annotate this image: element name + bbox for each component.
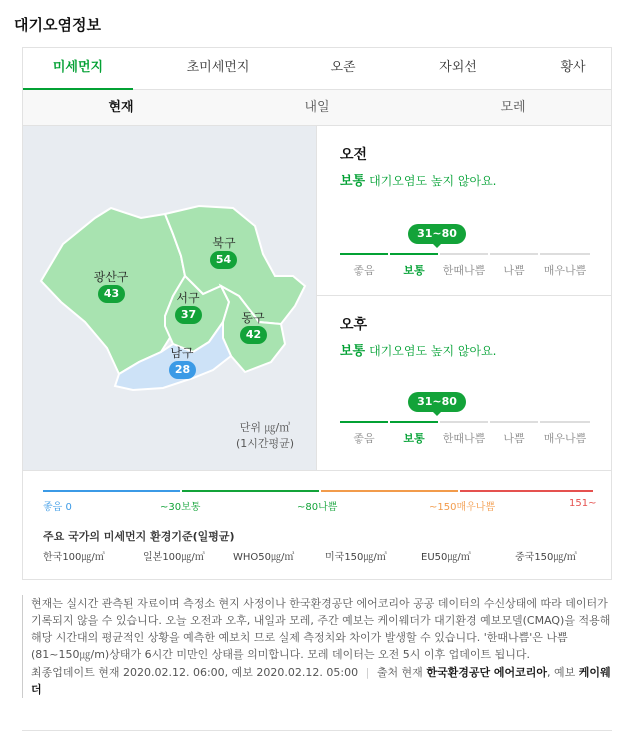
scale-label: 한때나쁨 [442, 264, 486, 277]
source-mid: , 예보 [547, 666, 576, 679]
notes-text: 현재는 실시간 관측된 자료이며 측정소 현지 사정이나 한국환경공단 에어코리아 공공 데이터의 수신상태에 따라 데이터가 기록되지 않을 수 있습니다. 오늘 오전과 오후, 내일과 모레, 주간 예보는 케이웨더가 대기환경 예보모델(CMAQ)을 적용해 해당 시간대의 평균적인 상황을 예측한 예보치 므로 실제 측정치와 차이가 발생할 수 있습니다. '한때나쁨'은 나쁨(81~150㎍/m)상태가 6시간 미만인 상태를 의미합니다. 모레 데이터는 오전 5시 이후 업데이트 됩니다. [31, 597, 611, 661]
standard-item: 일본100㎍/㎥ [143, 552, 205, 563]
scale-label: 나쁨 [503, 264, 525, 277]
scale-segment [390, 253, 438, 255]
tab-day-after[interactable]: 모레 [500, 100, 526, 115]
scale-segment [390, 421, 438, 423]
region-label: 광산구 [93, 270, 129, 284]
update-time: 최종업데이트 현재 2020.02.12. 06:00, 예보 2020.02.12. 05:00 [31, 666, 359, 679]
region-label: 남구 [170, 346, 194, 360]
legend-bar-bad [321, 490, 458, 492]
forecast-pm-grade [340, 340, 497, 359]
scale-segment [490, 253, 538, 255]
section-title: 대기오염정보 [14, 16, 101, 34]
standard-item: 미국150㎍/㎥ [325, 552, 387, 563]
forecast-am-title: 오전 [340, 147, 368, 163]
standard-item: EU50㎍/㎥ [421, 552, 471, 563]
tab-yellow-dust[interactable]: 황사 [560, 60, 586, 75]
scale-label: 한때나쁨 [442, 432, 486, 445]
source-prefix: 출처 현재 [376, 666, 423, 679]
scale-label: 좋음 [353, 264, 375, 277]
forecast-pm-title: 오후 [340, 317, 368, 333]
legend-label: ~80나쁨 [297, 502, 338, 513]
region-value-badge: 54 [210, 251, 237, 269]
scale-segment [540, 253, 590, 255]
region-label: 북구 [212, 236, 236, 250]
scale-label: 보통 [403, 264, 425, 277]
standard-item: 중국150㎍/㎥ [515, 552, 577, 563]
forecast-pm [316, 296, 611, 470]
forecast-am-range: 31~80 [408, 224, 466, 244]
pollutant-tabs [23, 48, 611, 90]
tab-now[interactable]: 현재 [108, 100, 134, 115]
source-airkorea-link[interactable]: 한국환경공단 에어코리아 [426, 666, 548, 679]
tab-fine-dust[interactable]: 미세먼지 [23, 48, 133, 90]
standards-title: 주요 국가의 미세먼지 환경기준(일평균) [43, 530, 235, 543]
scale-segment [340, 253, 388, 255]
scale-label: 매우나쁨 [543, 432, 587, 445]
legend-bar-normal [182, 490, 319, 492]
forecast-am-grade-text: 보통 [340, 174, 366, 189]
scale-segment [540, 421, 590, 423]
legend-label: ~30보통 [160, 502, 201, 513]
standard-item: 한국100㎍/㎥ [43, 552, 105, 563]
region-value-badge: 43 [98, 285, 125, 303]
legend-label: ~150매우나쁨 [429, 502, 496, 513]
scale-label: 좋음 [353, 432, 375, 445]
region-value-badge: 28 [169, 361, 196, 379]
scale-segment [340, 421, 388, 423]
legend-bar-good [43, 490, 180, 492]
scale-segment [440, 253, 488, 255]
update-info: 최종업데이트 현재 2020.02.12. 06:00, 예보 2020.02.12. 05:00 | 출처 현재 한국환경공단 에어코리아, 예보 케이웨더 [31, 666, 611, 696]
bottom-divider [22, 730, 612, 731]
scale-label: 보통 [403, 432, 425, 445]
forecast-am-message: 대기오염도 높지 않아요. [369, 174, 497, 188]
scale-segment [490, 421, 538, 423]
scale-segment [440, 421, 488, 423]
divider [23, 470, 611, 471]
legend-bar-very-bad [460, 490, 593, 492]
unit-label: 단위 ㎍/㎥ [239, 421, 291, 434]
region-value-badge: 37 [175, 306, 202, 324]
scale-label: 매우나쁨 [543, 264, 587, 277]
scale-label: 나쁨 [503, 432, 525, 445]
unit-average-label: (1시간평균) [235, 437, 295, 450]
day-tabs [23, 90, 611, 126]
forecast-am-grade [340, 170, 497, 189]
tab-ultrafine-dust[interactable]: 초미세먼지 [186, 60, 250, 75]
legend-label: 151~ [569, 498, 597, 509]
district-map [23, 126, 316, 470]
notes-section [22, 595, 612, 698]
air-quality-card [22, 47, 612, 580]
legend-label: 좋음 0 [43, 502, 72, 513]
forecast-pm-message: 대기오염도 높지 않아요. [369, 344, 497, 358]
forecast-am [316, 126, 611, 296]
tab-uv[interactable]: 자외선 [439, 60, 477, 75]
tab-tomorrow[interactable]: 내일 [304, 100, 330, 115]
standard-item: WHO50㎍/㎥ [233, 552, 295, 563]
region-label: 서구 [176, 291, 200, 305]
source-kweather-link[interactable]: 케이웨더 [31, 666, 611, 696]
region-label: 동구 [241, 311, 265, 325]
tab-ozone[interactable]: 오존 [330, 60, 356, 75]
forecast-pm-grade-text: 보통 [340, 344, 366, 359]
region-value-badge: 42 [240, 326, 267, 344]
forecast-pm-range: 31~80 [408, 392, 466, 412]
